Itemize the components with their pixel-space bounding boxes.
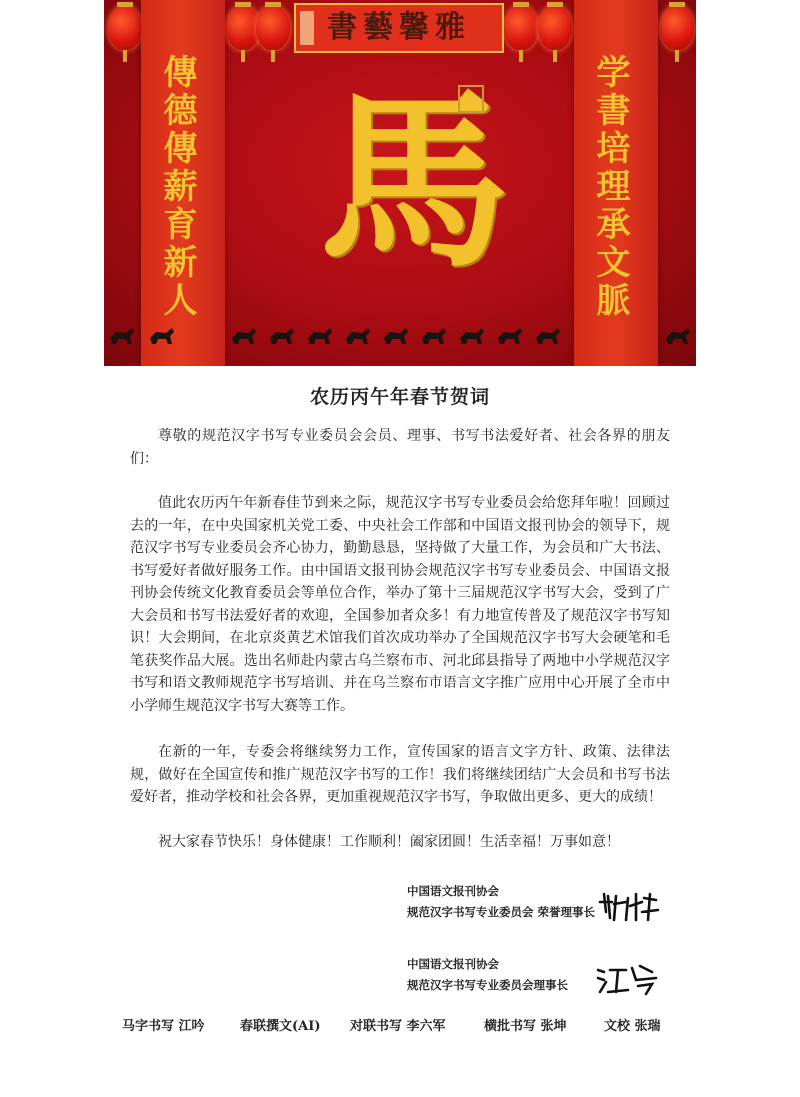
horizontal-scroll [294,3,504,53]
horse-icon [110,328,134,344]
horse-icon [232,328,256,344]
body-paragraph-1: 值此农历丙午年新春佳节到来之际，规范汉字书写专业委员会给您拜年啦！回顾过去的一年，在中央国家机关党工委、中央社会工作部和中国语文报刊协会的领导下，规范汉字书写专业委员会齐心协力，勤勤恳恳，坚持做了大量工作，为会员和广大书法、书写爱好者做好服务工作。由中国语文报刊协会规范汉字书写专业委员会、中国语文报刊协会传统文化教育委员会等单位合作，举办了第十三届规范汉字书写大会，受到了广大会员和书写书法爱好者的欢迎，全国参加者众多！有力地宣传普及了规范汉字书写知识！大会期间，在北京炎黄艺术馆我们首次成功举办了全国规范汉字书写大会硬笔和毛笔获奖作品大展。选出名师赴内蒙古乌兰察布市、河北邱县指导了两地中小学规范汉字书写和语文教师规范字书写培训、并在乌兰察布市语言文字推广应用中心开展了全市中小学师生规范汉字书写大赛等工作。 [130,495,670,714]
lantern-icon [538,6,572,50]
horse-icon [536,328,560,344]
couplet-left [141,0,225,366]
signature-2-org: 中国语文报刊协会 [407,957,499,971]
lantern-icon [256,6,290,50]
credit-couplet-text: 春联撰文(AI) [240,1019,321,1034]
new-year-banner [104,0,696,366]
seal-icon [300,11,314,45]
horizontal-scroll-text: 書藝馨雅 [327,10,471,45]
signature-2-handwriting [596,962,660,996]
signature-1-role: 规范汉字书写专业委员会 荣誉理事长 [407,905,596,919]
horse-frieze [104,322,696,352]
horse-icon [666,328,690,344]
body-paragraph-2: 在新的一年，专委会将继续努力工作，宣传国家的语言文字方针、政策、法律法规，做好在全国宣传和推广规范汉字书写的工作！我们将继续团结广大会员和书写书法爱好者，推动学校和社会各界，更加重视规范汉字书写，争取做出更多、更大的成绩！ [130,744,670,805]
horse-icon [270,328,294,344]
lantern-icon [108,6,142,50]
horse-icon [150,328,174,344]
couplet-right [574,0,658,366]
credit-proofreading: 文校 张瑞 [604,1019,661,1034]
salutation: 尊敬的规范汉字书写专业委员会会员、理事、书写书法爱好者、社会各界的朋友们： [130,428,670,467]
signature-2-role: 规范汉字书写专业委员会理事长 [407,978,568,992]
horse-icon [460,328,484,344]
horse-calligraphy: 馬 [319,70,510,293]
wishes: 祝大家春节快乐！身体健康！工作顺利！阖家团圆！生活幸福！万事如意！ [158,834,620,850]
credit-couplet-calligraphy: 对联书写 李六军 [350,1019,446,1034]
lantern-icon [504,6,538,50]
horse-icon [422,328,446,344]
horse-icon [308,328,332,344]
horse-icon [346,328,370,344]
signature-1-org: 中国语文报刊协会 [407,884,499,898]
credit-horse-calligraphy: 马字书写 江吟 [122,1019,205,1034]
letter-title: 农历丙午年春节贺词 [309,386,490,408]
couplet-right-text: 学書培理承文脈 [590,54,630,320]
credit-scroll-calligraphy: 横批书写 张坤 [484,1019,567,1034]
horse-icon [498,328,522,344]
lantern-icon [660,6,694,50]
stamp-icon [458,85,484,113]
horse-icon [384,328,408,344]
couplet-left-text: 傳德傳薪育新人 [157,54,197,320]
signature-1-handwriting [598,890,660,924]
lantern-icon [226,6,260,50]
